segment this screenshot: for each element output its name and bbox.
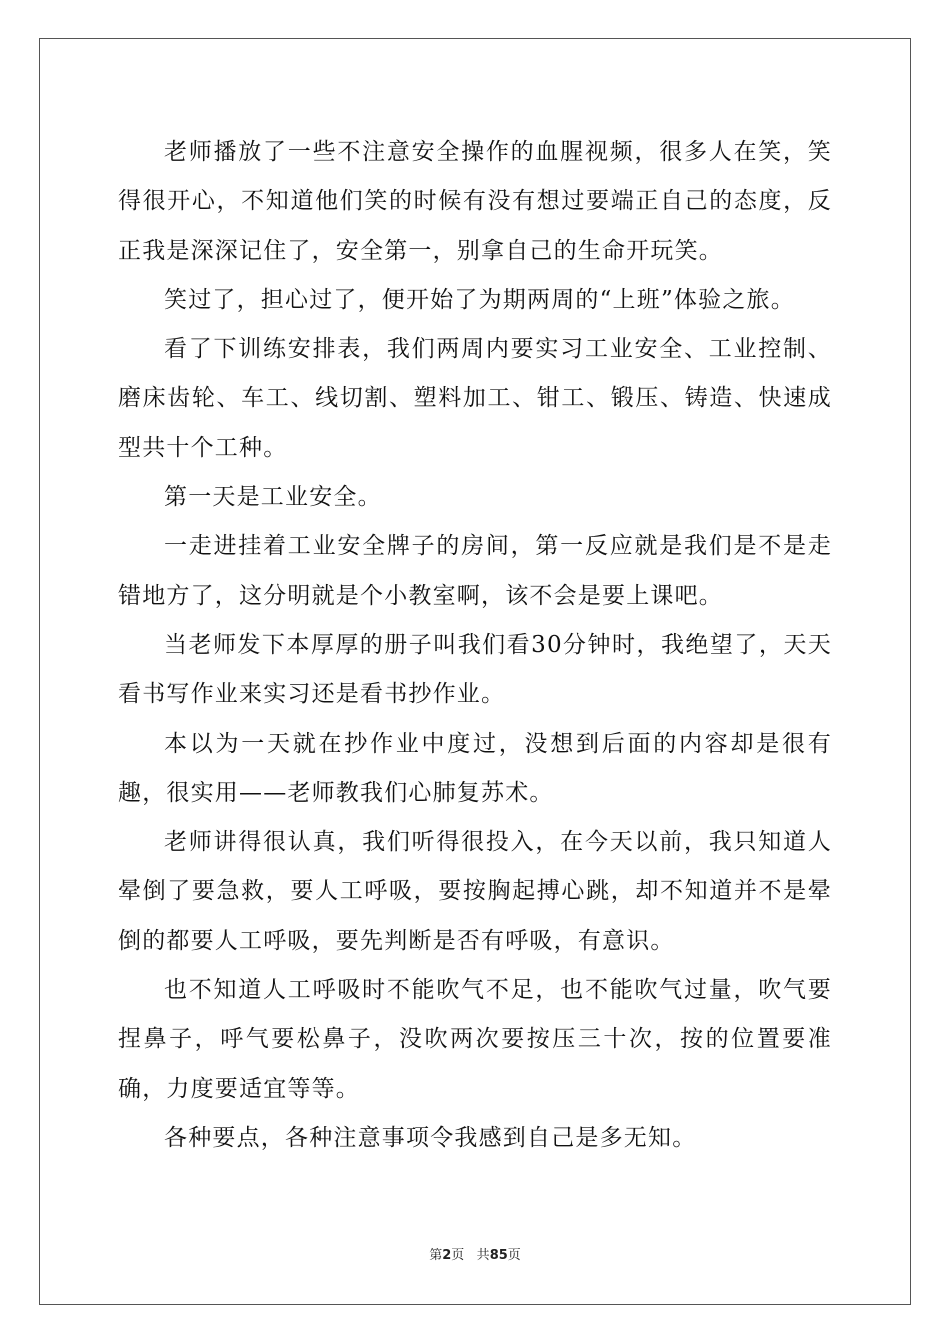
paragraph-9: 也不知道人工呼吸时不能吹气不足，也不能吹气过量，吹气要捏鼻子，呼气要松鼻子，没吹两次要按压三十次，按的位置要准确，力度要适宜等等。: [118, 977, 832, 1102]
paragraph-10: 各种要点，各种注意事项令我感到自己是多无知。: [164, 1124, 697, 1151]
page-number: 2: [442, 1248, 452, 1263]
paragraph-3: 看了下训练安排表，我们两周内要实习工业安全、工业控制、磨床齿轮、车工、线切割、塑料加工、钳工、锻压、铸造、快速成型共十个工种。: [118, 336, 832, 461]
total-pages: 85: [489, 1248, 508, 1263]
paragraph-5: 一走进挂着工业安全牌子的房间，第一反应就是我们是不是走错地方了，这分明就是个小教室啊，该不会是要上课吧。: [118, 533, 832, 609]
paragraph-7: 本以为一天就在抄作业中度过，没想到后面的内容却是很有趣，很实用——老师教我们心肺复苏术。: [118, 730, 832, 806]
paragraph-2: 笑过了，担心过了，便开始了为期两周的“上班”体验之旅。: [164, 286, 795, 313]
total-prefix: 共: [476, 1248, 490, 1263]
paragraph-8: 老师讲得很认真，我们听得很投入，在今天以前，我只知道人晕倒了要急救，要人工呼吸，要按胸起搏心跳，却不知道并不是晕倒的都要人工呼吸，要先判断是否有呼吸，有意识。: [118, 829, 832, 954]
document-body: [118, 128, 832, 1163]
page-suffix: 页: [451, 1248, 465, 1263]
total-suffix: 页: [507, 1248, 521, 1263]
page-footer: [0, 1244, 950, 1263]
page-prefix: 第: [429, 1248, 443, 1263]
paragraph-4: 第一天是工业安全。: [164, 484, 382, 511]
paragraph-1: 老师播放了一些不注意安全操作的血腥视频，很多人在笑，笑得很开心，不知道他们笑的时候有没有想过要端正自己的态度，反正我是深深记住了，安全第一，别拿自己的生命开玩笑。: [118, 139, 832, 264]
paragraph-6: 当老师发下本厚厚的册子叫我们看30分钟时，我绝望了，天天看书写作业来实习还是看书抄作业。: [118, 631, 832, 708]
